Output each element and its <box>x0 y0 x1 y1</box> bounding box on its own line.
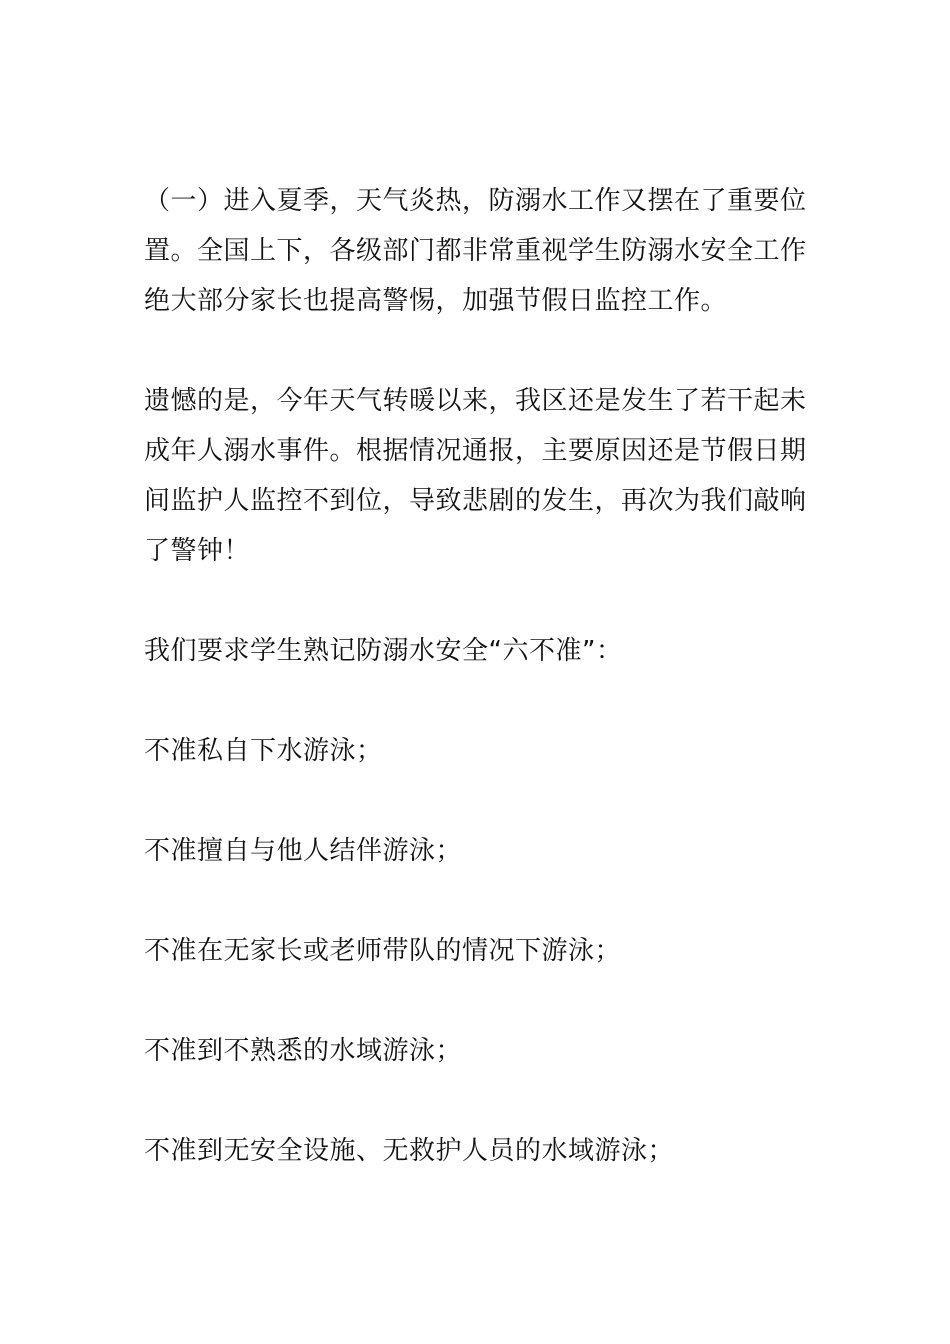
text-line: 了警钟！ <box>144 536 251 566</box>
rule-item: 不准到无安全设施、无救护人员的水域游泳； <box>144 1136 675 1166</box>
paragraph-gap <box>144 876 814 926</box>
paragraph-gap <box>144 676 814 726</box>
rule-item: 不准擅自与他人结伴游泳； <box>144 836 463 866</box>
document-body <box>144 176 814 1176</box>
text-line: 绝大部分家长也提高警惕，加强节假日监控工作。 <box>144 286 728 316</box>
text-line: 成年人溺水事件。根据情况通报，主要原因还是节假日期 <box>144 436 807 466</box>
paragraph-intro <box>144 176 814 326</box>
rule-item: 不准私自下水游泳； <box>144 736 383 766</box>
text-line: （一）进入夏季，天气炎热，防溺水工作又摆在了重要位 <box>144 186 807 216</box>
rules-intro: 我们要求学生熟记防溺水安全“六不准”： <box>144 636 623 666</box>
rule-item: 不准到不熟悉的水域游泳； <box>144 1036 463 1066</box>
paragraph-gap <box>144 326 814 376</box>
text-line: 置。全国上下，各级部门都非常重视学生防溺水安全工作 <box>144 236 807 266</box>
text-line: 遗憾的是，今年天气转暖以来，我区还是发生了若干起未 <box>144 386 807 416</box>
paragraph-gap <box>144 976 814 1026</box>
paragraph-gap <box>144 776 814 826</box>
paragraph-gap <box>144 1076 814 1126</box>
paragraph-gap <box>144 576 814 626</box>
paragraph-regret <box>144 376 814 576</box>
rule-item: 不准在无家长或老师带队的情况下游泳； <box>144 936 622 966</box>
text-line: 间监护人监控不到位，导致悲剧的发生，再次为我们敲响 <box>144 486 807 516</box>
